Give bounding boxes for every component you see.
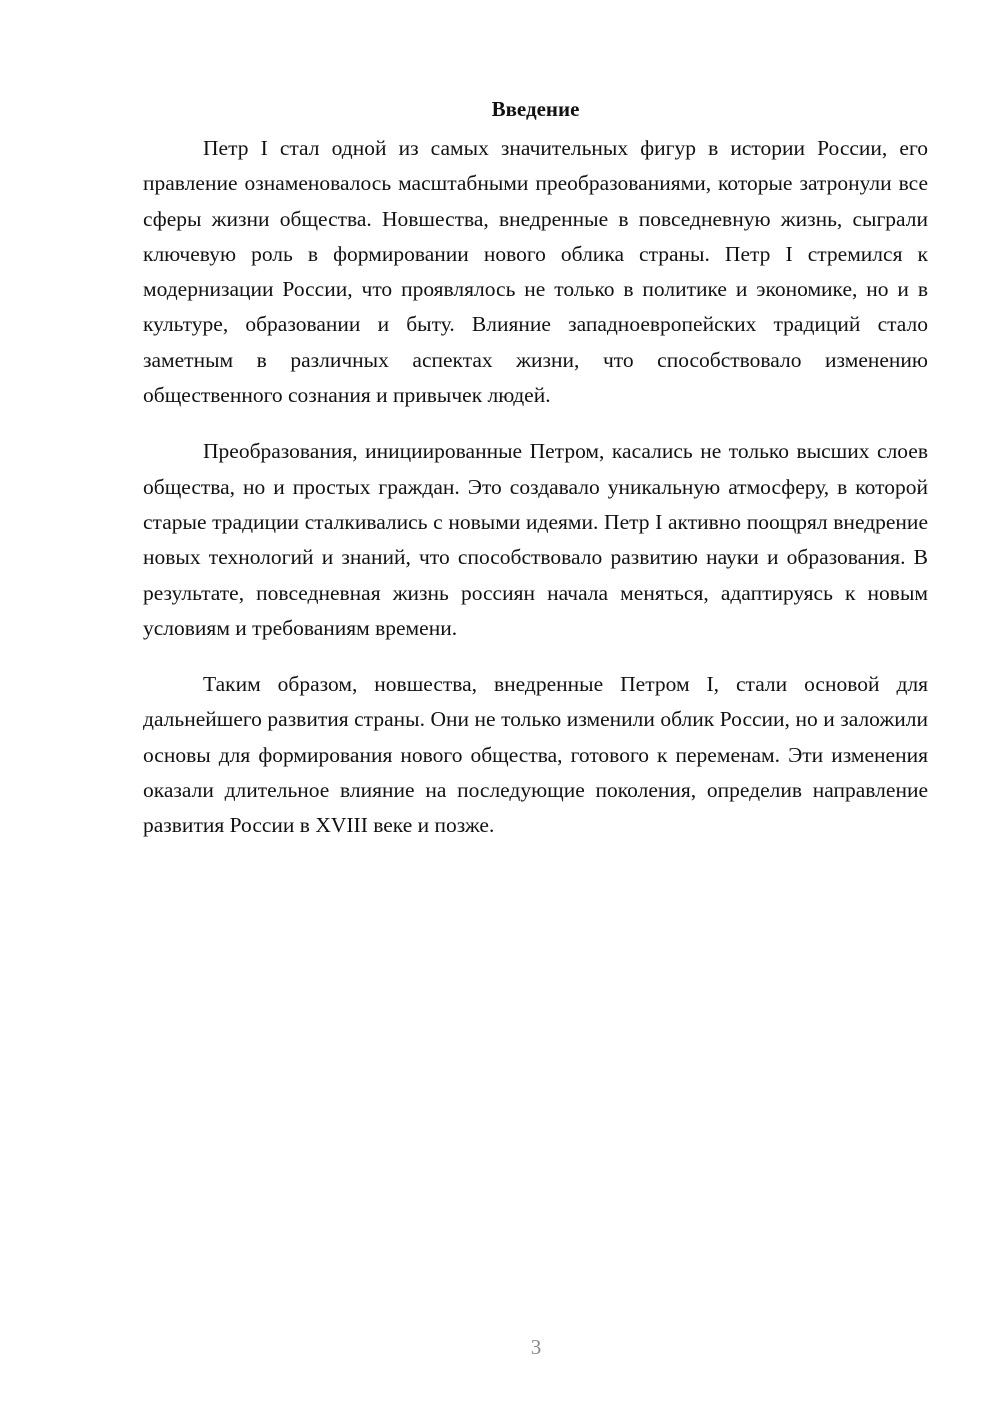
paragraph-2: Преобразования, инициированные Петром, касались не только высших слоев общества, но и простых граждан. Это создавало уникальную атмосферу, в которой старые традиции сталкивались с новыми идеями. Петр I активно поощрял внедрение новых технологий и знаний, что способствовало развитию науки и образования. В результате, повседневная жизнь россиян начала меняться, адаптируясь к новым условиям и требованиям времени.: [143, 439, 928, 640]
section-heading: Введение: [491, 97, 580, 121]
page-number: 3: [530, 1335, 542, 1359]
page-content: [143, 92, 928, 844]
paragraph-3: Таким образом, новшества, внедренные Петром I, стали основой для дальнейшего развития страны. Они не только изменили облик России, но и заложили основы для формирования нового общества, готового к переменам. Эти изменения оказали длительное влияние на последующие поколения, определив направление развития России в XVIII веке и позже.: [143, 672, 928, 838]
paragraph-1: Петр I стал одной из самых значительных фигур в истории России, его правление ознаменовалось масштабными преобразованиями, которые затронули все сферы жизни общества. Новшества, внедренные в повседневную жизнь, сыграли ключевую роль в формировании нового облика страны. Петр I стремился к модернизации России, что проявлялось не только в политике и экономике, но и в культуре, образовании и быту. Влияние западноевропейских традиций стало заметным в различных аспектах жизни, что способствовало изменению общественного сознания и привычек людей.: [143, 136, 928, 408]
